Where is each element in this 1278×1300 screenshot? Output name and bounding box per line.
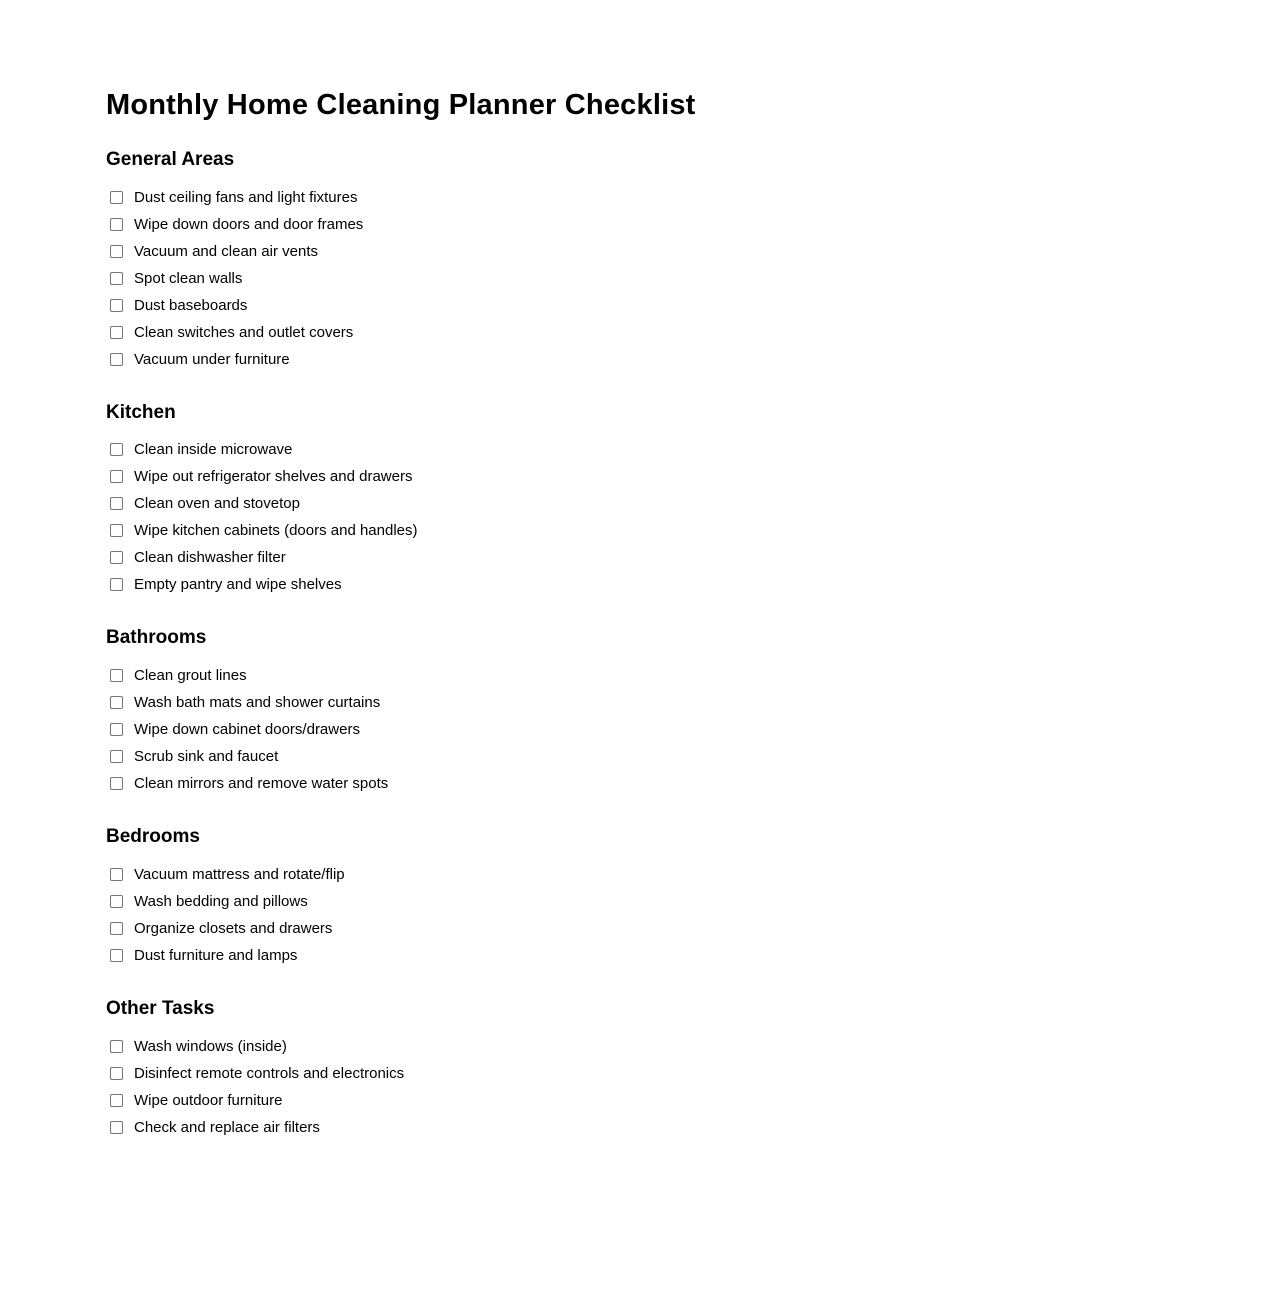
task-row	[106, 571, 1178, 598]
task-label: Organize closets and drawers	[134, 919, 333, 937]
task-checkbox[interactable]	[110, 497, 123, 510]
checklist-section	[106, 627, 1178, 797]
task-checkbox[interactable]	[110, 1067, 123, 1080]
task-label: Wash windows (inside)	[134, 1037, 287, 1055]
task-checkbox[interactable]	[110, 443, 123, 456]
task-row	[106, 211, 1178, 238]
task-list	[106, 436, 1178, 598]
task-row	[106, 942, 1178, 969]
page-title: Monthly Home Cleaning Planner Checklist	[106, 89, 696, 121]
task-row	[106, 346, 1178, 373]
task-label: Scrub sink and faucet	[134, 748, 279, 766]
task-checkbox[interactable]	[110, 1094, 123, 1107]
task-checkbox[interactable]	[110, 895, 123, 908]
task-label: Wipe down cabinet doors/drawers	[134, 721, 360, 739]
task-checkbox[interactable]	[110, 750, 123, 763]
task-label: Empty pantry and wipe shelves	[134, 576, 342, 594]
task-row	[106, 743, 1178, 770]
task-row	[106, 319, 1178, 346]
task-label: Dust baseboards	[134, 296, 248, 314]
task-row	[106, 662, 1178, 689]
section-heading: Bathrooms	[106, 627, 207, 649]
task-row	[106, 490, 1178, 517]
task-checkbox[interactable]	[110, 777, 123, 790]
task-row	[106, 1060, 1178, 1087]
task-row	[106, 770, 1178, 797]
task-label: Clean inside microwave	[134, 441, 293, 459]
task-row	[106, 238, 1178, 265]
task-label: Clean switches and outlet covers	[134, 323, 354, 341]
task-label: Vacuum mattress and rotate/flip	[134, 865, 345, 883]
task-row	[106, 463, 1178, 490]
task-label: Wash bedding and pillows	[134, 892, 308, 910]
task-row	[106, 1087, 1178, 1114]
task-label: Clean mirrors and remove water spots	[134, 775, 389, 793]
checklist-section	[106, 826, 1178, 969]
task-label: Dust furniture and lamps	[134, 946, 298, 964]
task-checkbox[interactable]	[110, 551, 123, 564]
task-checkbox[interactable]	[110, 218, 123, 231]
task-row	[106, 517, 1178, 544]
task-checkbox[interactable]	[110, 868, 123, 881]
task-checkbox[interactable]	[110, 326, 123, 339]
task-list	[106, 184, 1178, 373]
task-list	[106, 662, 1178, 797]
task-label: Disinfect remote controls and electronics	[134, 1064, 405, 1082]
task-checkbox[interactable]	[110, 1040, 123, 1053]
task-label: Spot clean walls	[134, 269, 243, 287]
task-label: Clean oven and stovetop	[134, 495, 300, 513]
task-checkbox[interactable]	[110, 524, 123, 537]
task-list	[106, 861, 1178, 969]
task-label: Dust ceiling fans and light fixtures	[134, 188, 358, 206]
checklist-section	[106, 149, 1178, 373]
task-label: Check and replace air filters	[134, 1118, 320, 1136]
task-row	[106, 544, 1178, 571]
task-row	[106, 265, 1178, 292]
section-heading: Other Tasks	[106, 997, 215, 1019]
task-row	[106, 689, 1178, 716]
task-label: Vacuum and clean air vents	[134, 242, 318, 260]
task-checkbox[interactable]	[110, 669, 123, 682]
task-list	[106, 1033, 1178, 1141]
checklist-section	[106, 998, 1178, 1141]
task-label: Wipe kitchen cabinets (doors and handles)	[134, 522, 418, 540]
section-heading: General Areas	[106, 148, 235, 170]
task-checkbox[interactable]	[110, 353, 123, 366]
task-label: Vacuum under furniture	[134, 350, 290, 368]
task-row	[106, 292, 1178, 319]
task-label: Wipe down doors and door frames	[134, 215, 364, 233]
checklist-section	[106, 402, 1178, 599]
task-checkbox[interactable]	[110, 272, 123, 285]
task-row	[106, 184, 1178, 211]
task-checkbox[interactable]	[110, 696, 123, 709]
checklist-sections	[106, 149, 1178, 1141]
task-label: Clean grout lines	[134, 667, 247, 685]
task-row	[106, 861, 1178, 888]
task-checkbox[interactable]	[110, 245, 123, 258]
task-row	[106, 915, 1178, 942]
task-label: Wash bath mats and shower curtains	[134, 694, 381, 712]
task-checkbox[interactable]	[110, 578, 123, 591]
task-row	[106, 1033, 1178, 1060]
task-row	[106, 1114, 1178, 1141]
task-checkbox[interactable]	[110, 299, 123, 312]
task-checkbox[interactable]	[110, 191, 123, 204]
task-row	[106, 436, 1178, 463]
task-label: Clean dishwasher filter	[134, 549, 286, 567]
task-checkbox[interactable]	[110, 922, 123, 935]
task-label: Wipe outdoor furniture	[134, 1091, 283, 1109]
task-checkbox[interactable]	[110, 1121, 123, 1134]
task-row	[106, 716, 1178, 743]
task-checkbox[interactable]	[110, 723, 123, 736]
task-row	[106, 888, 1178, 915]
task-label: Wipe out refrigerator shelves and drawers	[134, 468, 413, 486]
task-checkbox[interactable]	[110, 949, 123, 962]
section-heading: Bedrooms	[106, 826, 200, 848]
task-checkbox[interactable]	[110, 470, 123, 483]
section-heading: Kitchen	[106, 401, 176, 423]
